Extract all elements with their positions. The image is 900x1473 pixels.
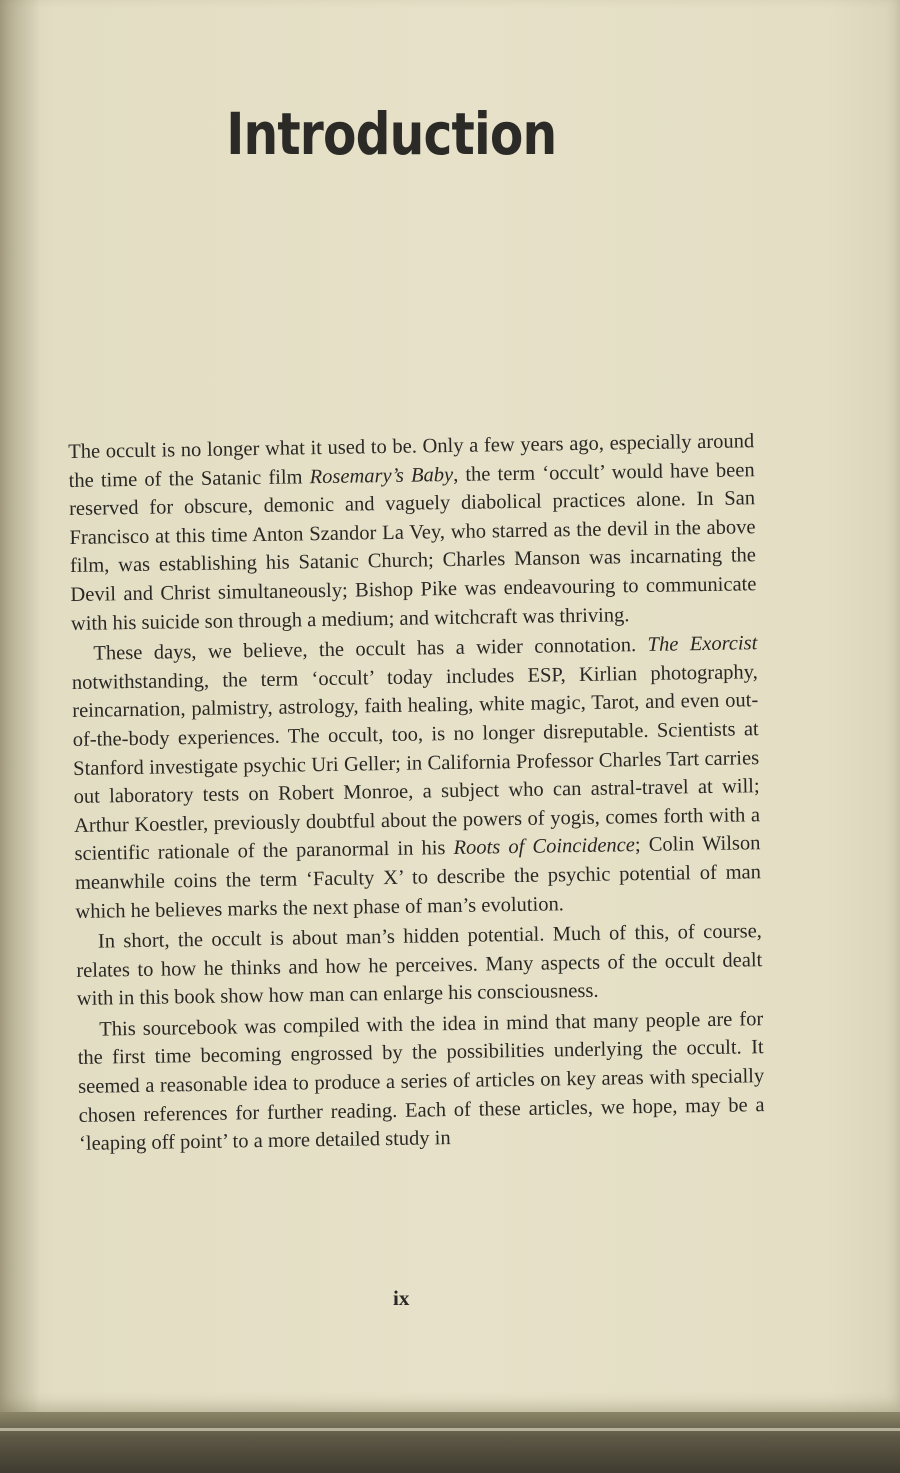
paragraph: These days, we believe, the occult has a wider connotation. The Exorcist notwithstanding, the term ‘occult’ today includes ESP, Kirlian photography, reincarnation, palmistry, astrology, faith healing, white magic, Tarot, and even out-of-the-body experiences. The occult, too, is no longer disreputable. Scientists at Stanford investigate psychic Uri Geller; in California Professor Charles Tart carries out laboratory tests on Robert Monroe, a subject who can astral-travel at will; Arthur Koestler, previously doubtful about the powers of yogis, comes forth with a scientific rationale of the paranormal in his Roots of Coincidence; Colin Wilson meanwhile coins the term ‘Faculty X’ to describe the psychic potential of man which he believes marks the next phase of man’s evolution. (71, 632, 762, 923)
body-text (68, 427, 765, 1161)
paragraph: This sourcebook was compiled with the idea in mind that many people are for the first time becoming engrossed by the possibilities underlying the occult. It seemed a reasonable idea to produce a series of articles on key areas with specially chosen references for further reading. Each of these articles, we hope, may be a ‘leaping off point’ to a more detailed study in (77, 1008, 765, 1156)
page-edge (0, 1412, 900, 1473)
spine-shadow (0, 0, 40, 1412)
italic-title: Roots of Coincidence (453, 834, 636, 860)
page-number: ix (393, 1286, 410, 1310)
paragraph: The occult is no longer what it used to be. Only a few years ago, especially around the time of the Satanic film Rosemary’s Baby, the term ‘occult’ would have been reserved for obscure, demonic and vaguely diabolical practices alone. In San Francisco at this time Anton Szandor La Vey, who starred as the devil in the above film, was establishing his Satanic Church; Charles Manson was incarnating the Devil and Christ simultaneously; Bishop Pike was endeavouring to communicate with his suicide son through a medium; and witchcraft was thriving. (68, 430, 757, 635)
italic-title: The Exorcist (647, 632, 758, 657)
chapter-title: Introduction (226, 100, 557, 168)
paragraph: In short, the occult is about man’s hidden potential. Much of this, of course, relates to how he thinks and how he perceives. Many aspects of the occult dealt with in this book show how man can enlarge his consciousness. (76, 920, 763, 1011)
page-edge-line (0, 1428, 900, 1431)
italic-title: Rosemary’s Baby (309, 463, 454, 488)
